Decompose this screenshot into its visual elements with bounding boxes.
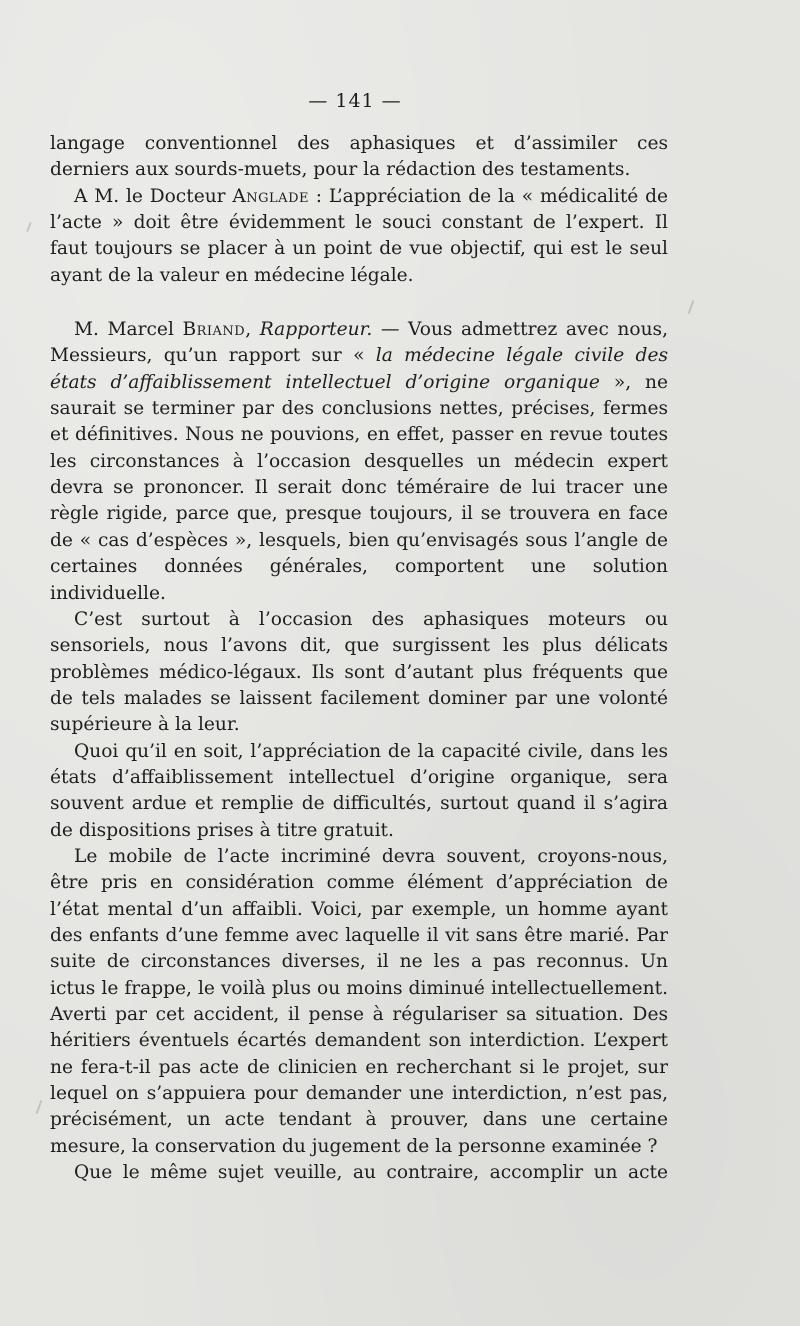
paragraph-final: Que le même sujet veuille, au contraire, accomplir un acte [74,1162,668,1184]
page-mark [688,300,695,314]
paragraph-briand [50,317,668,607]
report-title: la médecine légale civile des états d’affaiblissement intellectuel d’origine organique [50,345,668,393]
speaker-role: Rapporteur. [259,319,373,341]
paragraph-text: : L’appréciation de la « médicalité de l’acte » doit être évidemment le souci constant de l’expert. Il faut toujours se placer à un point de vue objectif, qui est le seul ayant de la valeur en médecine légale. [50,185,668,286]
separator: , [245,319,260,341]
paragraph-text: », ne saurait se terminer par des conclusions nettes, précises, fermes et définitives. Nous ne pouvions, en effet, passer en revue toutes les circonstances à l’occasion desquelles un médecin expert devra se prononcer. Il serait donc téméraire de lui tracer une règle rigide, parce que, presque toujours, il se trouvera en face de « cas d’espèces », lesquels, bien qu’envisagés sous l’angle de certaines données générales, comportent une solution individuelle. [50,371,668,604]
page-mark [36,1100,43,1114]
body-text [50,131,668,1186]
paragraph-capacite: Quoi qu’il en soit, l’appréciation de la capacité civile, dans les états d’affaiblissement intellectuel d’origine organique, sera souvent ardue et remplie de difficultés, surtout quand il s’agira de dispositions prises à titre gratuit. [50,740,668,841]
paragraph-prefix: M. Marcel [74,319,183,341]
speaker-name: Briand [182,319,246,341]
page-number: — 141 — [308,90,402,112]
paragraph-anglade [50,184,668,289]
speaker-name: Anglade [232,185,309,207]
paragraph-prefix: A M. le Docteur [74,185,233,207]
paragraph-continuation: langage conventionnel des aphasiques et d’assimiler ces derniers aux sourds-muets, pour la rédaction des testaments. [50,133,668,181]
page-mark [26,222,31,232]
paragraph-mobile: Le mobile de l’acte incriminé devra souvent, croyons-nous, être pris en considération comme élément d’appréciation de l’état mental d’un affaibli. Voici, par exemple, un homme ayant des enfants d’une femme avec laquelle il vit sans être marié. Par suite de circonstances diverses, il ne les a pas reconnus. Un ictus le frappe, le voilà plus ou moins diminué intellectuellement. Averti par cet accident, il pense à régulariser sa situation. Des héritiers éventuels écartés demandent son interdiction. L’expert ne fera-t-il pas acte de clinicien en recherchant si le projet, sur lequel on s’appuiera pour demander une interdiction, n’est pas, précisément, un acte tendant à prouver, dans une certaine mesure, la conservation du jugement de la personne examinée ? [50,845,668,1157]
paragraph-aphasiques: C’est surtout à l’occasion des aphasiques moteurs ou sensoriels, nous l’avons dit, que surgissent les plus délicats problèmes médico-légaux. Ils sont d’autant plus fréquents que de tels malades se laissent facilement dominer par une volonté supérieure à la leur. [50,608,668,736]
paragraph-text: — Vous admettrez avec nous, Messieurs, qu’un rapport sur « [50,319,669,367]
